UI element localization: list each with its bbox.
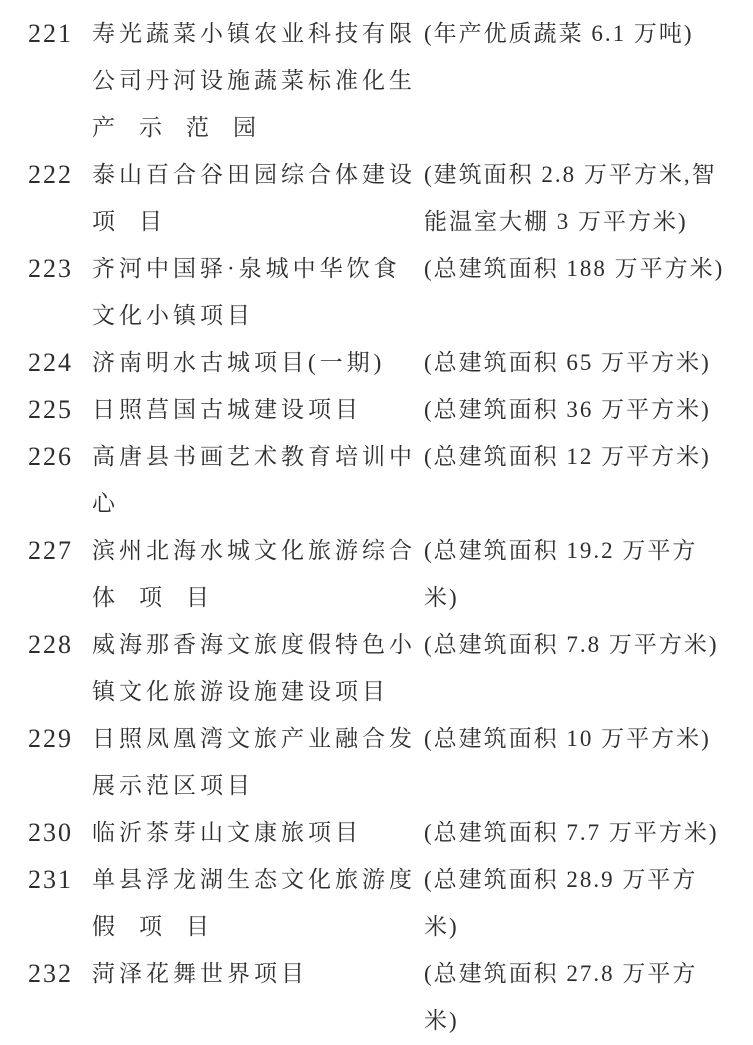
project-detail-line: (总建筑面积 36 万平方米) bbox=[424, 397, 711, 422]
project-name bbox=[92, 715, 424, 809]
project-detail bbox=[424, 10, 747, 57]
project-name bbox=[92, 856, 424, 950]
project-name-line: 项目 bbox=[92, 209, 186, 234]
row-number: 230 bbox=[28, 818, 73, 847]
table-row bbox=[28, 10, 747, 151]
project-name-line: 泰山百合谷田园综合体建设 bbox=[92, 162, 416, 187]
project-detail-line: (总建筑面积 27.8 万平方 bbox=[424, 961, 698, 986]
project-detail-line: 米) bbox=[424, 914, 459, 939]
project-name-line: 日照莒国古城建设项目 bbox=[92, 397, 362, 422]
project-name-line: 寿光蔬菜小镇农业科技有限 bbox=[92, 21, 416, 46]
table-row bbox=[28, 245, 747, 339]
project-detail bbox=[424, 856, 747, 950]
project-name bbox=[92, 809, 424, 856]
row-number: 229 bbox=[28, 724, 73, 753]
project-detail-line: (总建筑面积 12 万平方米) bbox=[424, 444, 711, 469]
table-row bbox=[28, 433, 747, 527]
table-row bbox=[28, 809, 747, 856]
project-detail-line: (总建筑面积 7.8 万平方米) bbox=[424, 632, 719, 657]
project-detail bbox=[424, 386, 747, 433]
project-name-line: 产示范园 bbox=[92, 115, 280, 140]
row-number: 232 bbox=[28, 959, 73, 988]
row-number: 231 bbox=[28, 865, 73, 894]
table-row bbox=[28, 339, 747, 386]
project-name-line: 镇文化旅游设施建设项目 bbox=[92, 679, 389, 704]
project-detail bbox=[424, 527, 747, 621]
project-name-line: 临沂茶芽山文康旅项目 bbox=[92, 820, 362, 845]
row-number: 228 bbox=[28, 630, 73, 659]
table-row bbox=[28, 621, 747, 715]
table-row bbox=[28, 527, 747, 621]
project-detail bbox=[424, 809, 747, 856]
project-detail-line: 米) bbox=[424, 585, 459, 610]
project-name-line: 济南明水古城项目(一期) bbox=[92, 350, 386, 375]
project-table bbox=[28, 10, 747, 1044]
project-name-line: 齐河中国驿·泉城中华饮食 bbox=[92, 256, 401, 281]
project-detail-line: (总建筑面积 19.2 万平方 bbox=[424, 538, 698, 563]
row-number: 223 bbox=[28, 254, 73, 283]
project-detail-line: (总建筑面积 28.9 万平方 bbox=[424, 867, 698, 892]
project-detail-line: 米) bbox=[424, 1008, 459, 1033]
project-detail-line: (总建筑面积 10 万平方米) bbox=[424, 726, 711, 751]
project-name bbox=[92, 245, 424, 339]
project-name-line: 假项目 bbox=[92, 914, 233, 939]
project-name-line: 展示范区项目 bbox=[92, 773, 254, 798]
row-number: 225 bbox=[28, 395, 73, 424]
project-name bbox=[92, 433, 424, 527]
project-name bbox=[92, 10, 424, 151]
project-detail bbox=[424, 621, 747, 668]
project-name-line: 日照凤凰湾文旅产业融合发 bbox=[92, 726, 416, 751]
project-detail bbox=[424, 950, 747, 1044]
row-number: 226 bbox=[28, 442, 73, 471]
project-name bbox=[92, 950, 424, 997]
project-detail bbox=[424, 715, 747, 762]
project-detail-line: (建筑面积 2.8 万平方米,智 bbox=[424, 162, 717, 187]
project-name-line: 威海那香海文旅度假特色小 bbox=[92, 632, 416, 657]
row-number: 222 bbox=[28, 160, 73, 189]
project-name-line: 滨州北海水城文化旅游综合 bbox=[92, 538, 416, 563]
project-name-line: 高唐县书画艺术教育培训中 bbox=[92, 444, 416, 469]
project-name-line: 体项目 bbox=[92, 585, 233, 610]
project-detail-line: 能温室大棚 3 万平方米) bbox=[424, 209, 688, 234]
table-row bbox=[28, 950, 747, 1044]
row-number: 221 bbox=[28, 19, 73, 48]
project-name bbox=[92, 386, 424, 433]
table-row bbox=[28, 151, 747, 245]
project-name bbox=[92, 527, 424, 621]
project-name-line: 公司丹河设施蔬菜标准化生 bbox=[92, 68, 416, 93]
project-name bbox=[92, 621, 424, 715]
project-detail-line: (总建筑面积 188 万平方米) bbox=[424, 256, 725, 281]
project-detail-line: (年产优质蔬菜 6.1 万吨) bbox=[424, 21, 694, 46]
table-row bbox=[28, 386, 747, 433]
table-row bbox=[28, 715, 747, 809]
table-row bbox=[28, 856, 747, 950]
row-number: 224 bbox=[28, 348, 73, 377]
project-name-line: 心 bbox=[92, 491, 139, 516]
project-detail bbox=[424, 433, 747, 480]
project-name-line: 单县浮龙湖生态文化旅游度 bbox=[92, 867, 416, 892]
project-detail-line: (总建筑面积 7.7 万平方米) bbox=[424, 820, 719, 845]
project-name bbox=[92, 339, 424, 386]
row-number: 227 bbox=[28, 536, 73, 565]
project-detail bbox=[424, 151, 747, 245]
project-name-line: 文化小镇项目 bbox=[92, 303, 254, 328]
project-detail bbox=[424, 245, 747, 292]
project-name-line: 菏泽花舞世界项目 bbox=[92, 961, 308, 986]
project-detail bbox=[424, 339, 747, 386]
project-name bbox=[92, 151, 424, 245]
project-detail-line: (总建筑面积 65 万平方米) bbox=[424, 350, 711, 375]
